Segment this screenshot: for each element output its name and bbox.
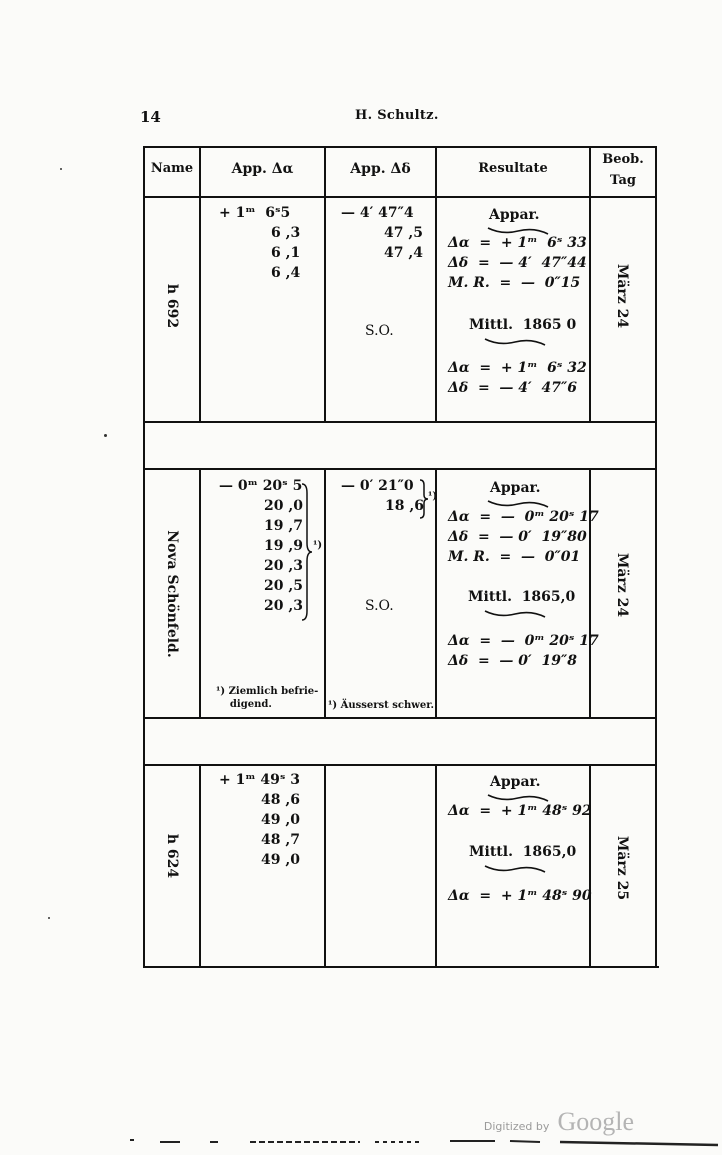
row3-appar-da: Δα = + 1ᵐ 48ˢ 92 (448, 803, 592, 819)
row1-date: März 24 (614, 263, 630, 329)
row2-dd-1: 18 ,6 (385, 498, 424, 514)
col-rule (435, 196, 437, 423)
row2-da-3: 19 ,9 (264, 538, 303, 554)
row1-so-note: S.O. (365, 323, 394, 339)
row2-dd-0: — 0′ 21″0 (341, 478, 414, 494)
table-top-rule (143, 146, 657, 148)
row2-footnote-da: ¹) Ziemlich befrie- digend. (216, 686, 319, 710)
row2-appar-dd: Δδ = — 0′ 19″80 (448, 529, 587, 545)
row2-footnote-dd: ¹) Äusserst schwer. (328, 700, 435, 711)
row1-dd-2: 47 ,4 (384, 245, 423, 261)
row3-da-3: 48 ,7 (261, 832, 300, 848)
running-head: H. Schultz. (355, 108, 439, 123)
header-name: Name (150, 161, 194, 176)
row1-da-2: 6 ,1 (271, 245, 301, 261)
header-rule (143, 196, 657, 198)
spacer1-bottom-rule (143, 468, 655, 470)
col-rule (589, 468, 591, 719)
row2-dd-fn-mark: ¹) (428, 491, 438, 502)
digitized-by-google-watermark (484, 1107, 634, 1137)
row1-bottom-rule (143, 421, 655, 423)
row1-dd-0: — 4′ 47″4 (341, 205, 414, 221)
header-app-dd: App. Δδ (350, 161, 411, 177)
row2-so-note: S.O. (365, 598, 394, 614)
row3-mittl-title: Mittl. 1865,0 (469, 844, 577, 860)
row1-mittl-da: Δα = + 1ᵐ 6ˢ 32 (448, 360, 587, 376)
row2-mittl-da: Δα = — 0ᵐ 20ˢ 17 (448, 633, 599, 649)
col-rule (199, 764, 201, 968)
table-right-rule (655, 146, 657, 968)
row2-da-4: 20 ,3 (264, 558, 303, 574)
row1-mittl-title: Mittl. 1865 0 (469, 317, 577, 333)
row1-da-1: 6 ,3 (271, 225, 301, 241)
row2-appar-title: Appar. (490, 480, 541, 496)
col-rule (199, 196, 201, 423)
row1-da-0: + 1ᵐ 6ˢ5 (219, 205, 291, 221)
row2-star-name: Nova Schönfeld. (164, 530, 180, 658)
col-rule (324, 468, 326, 719)
scan-speck (104, 434, 107, 437)
row2-da-brace (301, 483, 313, 621)
col-rule (199, 468, 201, 719)
table-bottom-rule (143, 966, 659, 968)
col-rule (589, 196, 591, 423)
row3-da-4: 49 ,0 (261, 852, 300, 868)
row3-da-2: 49 ,0 (261, 812, 300, 828)
row2-da-fn-mark: ¹) (313, 540, 323, 551)
row3-mittl-underline (483, 864, 547, 874)
row1-mittl-underline (483, 337, 547, 347)
row3-mittl-da: Δα = + 1ᵐ 48ˢ 90 (448, 888, 592, 904)
row3-da-0: + 1ᵐ 49ˢ 3 (219, 772, 301, 788)
col-rule (589, 764, 591, 968)
row2-da-0: — 0ᵐ 20ˢ 5 (219, 478, 303, 494)
col-rule (324, 196, 326, 423)
row3-star-name: h 624 (164, 833, 180, 879)
row2-mittl-title: Mittl. 1865,0 (468, 589, 576, 605)
row2-appar-da: Δα = — 0ᵐ 20ˢ 17 (448, 509, 599, 525)
row1-da-3: 6 ,4 (271, 265, 301, 281)
col-rule (324, 764, 326, 968)
row3-appar-title: Appar. (490, 774, 541, 790)
header-resultate: Resultate (478, 161, 548, 176)
row1-dd-1: 47 ,5 (384, 225, 423, 241)
row1-star-name: h 692 (164, 283, 180, 329)
row1-mittl-dd: Δδ = — 4′ 47″6 (448, 380, 577, 396)
row2-da-1: 20 ,0 (264, 498, 303, 514)
spacer2-bottom-rule (143, 764, 655, 766)
header-tag: Tag (610, 173, 636, 188)
row1-appar-dd: Δδ = — 4′ 47″44 (448, 255, 587, 271)
header-app-da: App. Δα (231, 161, 294, 177)
row2-date: März 24 (614, 552, 630, 618)
row3-date: März 25 (614, 835, 630, 901)
row2-da-6: 20 ,3 (264, 598, 303, 614)
row2-mittl-underline (483, 609, 547, 619)
header-beob: Beob. (602, 152, 644, 167)
row1-appar-title: Appar. (489, 207, 540, 223)
scan-speck (48, 917, 50, 919)
row2-da-2: 19 ,7 (264, 518, 303, 534)
table-left-rule (143, 146, 145, 968)
row1-appar-da: Δα = + 1ᵐ 6ˢ 33 (448, 235, 587, 251)
row1-appar-mr: M. R. = — 0″15 (448, 275, 581, 291)
row2-appar-mr: M. R. = — 0″01 (448, 549, 581, 565)
page-number: 14 (140, 108, 161, 126)
observation-table (143, 146, 657, 974)
row2-da-5: 20 ,5 (264, 578, 303, 594)
row2-mittl-dd: Δδ = — 0′ 19″8 (448, 653, 577, 669)
col-rule (435, 764, 437, 968)
watermark-by: Digitized by (483, 1120, 550, 1133)
row3-da-1: 48 ,6 (261, 792, 300, 808)
google-logo: Google (557, 1107, 634, 1136)
scan-speck (60, 168, 62, 170)
row2-bottom-rule (143, 717, 655, 719)
col-rule (435, 468, 437, 719)
